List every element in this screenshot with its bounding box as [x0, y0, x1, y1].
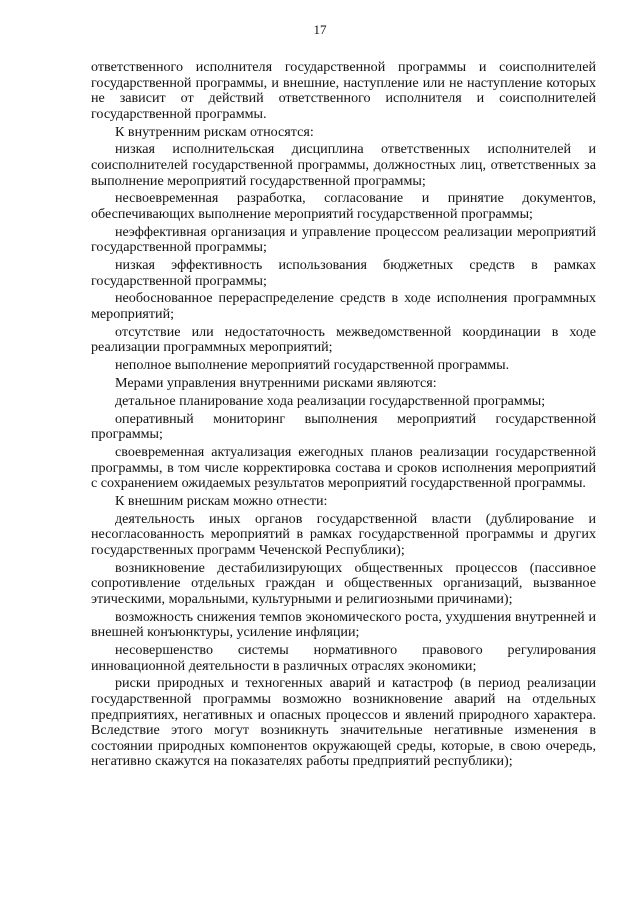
paragraph: низкая исполнительская дисциплина ответственных исполнителей и соисполнителей государственной программы, должностных лиц, ответственных за выполнение мероприятий государственной программы;: [91, 141, 596, 189]
paragraph: Мерами управления внутренними рисками являются:: [115, 374, 437, 391]
paragraph: возникновение дестабилизирующих общественных процессов (пассивное сопротивление отдельных граждан и общественных организаций, вызванное этическими, моральными, культурными и религиозными причинами);: [91, 559, 596, 607]
paragraph: несвоевременная разработка, согласование и принятие документов, обеспечивающих выполнение мероприятий государственной программы;: [91, 190, 596, 222]
paragraph: неполное выполнение мероприятий государственной программы.: [115, 357, 510, 374]
paragraph: низкая эффективность использования бюджетных средств в рамках государственной программы;: [91, 257, 596, 289]
paragraph: детальное планирование хода реализации государственной программы;: [115, 392, 546, 409]
paragraph: неэффективная организация и управление процессом реализации мероприятий государственной программы;: [91, 223, 596, 256]
paragraph: К внутренним рискам относятся:: [115, 123, 314, 140]
document-body: [91, 60, 596, 772]
paragraph: риски природных и техногенных аварий и катастроф (в период реализации государственной программы возможно возникновение аварий на отдельных предприятиях, негативных и опасных процессов и явлений природного характера. Вследствие этого могут возникнуть значительные негативные изменения в состоянии природных компонентов окружающей среды, которые, в свою очередь, негативно скажутся на показателях работы предприятий республики);: [91, 675, 596, 770]
paragraph: необоснованное перераспределение средств в ходе исполнения программных мероприятий;: [91, 290, 596, 323]
paragraph: возможность снижения темпов экономического роста, ухудшения внутренней и внешней конъюнктуры, усиление инфляции;: [91, 608, 596, 641]
paragraph: К внешним рискам можно отнести:: [115, 492, 328, 509]
paragraph: несовершенство системы нормативного правового регулирования инновационной деятельности в различных отраслях экономики;: [91, 641, 596, 674]
paragraph: отсутствие или недостаточность межведомственной координации в ходе реализации программных мероприятий;: [91, 323, 596, 356]
page-number: 17: [313, 22, 327, 37]
paragraph: оперативный мониторинг выполнения мероприятий государственной программы;: [91, 410, 596, 443]
paragraph: деятельность иных органов государственной власти (дублирование и несогласованность мероприятий в рамках государственной программы и других государственных программ Чеченской Республики);: [91, 510, 596, 558]
paragraph: ответственного исполнителя государственной программы и соисполнителей государственной программы, и внешние, наступление или не наступление которых не зависит от действий ответственного исполнителя и соисполнителей государственной программы.: [91, 59, 596, 122]
paragraph: своевременная актуализация ежегодных планов реализации государственной программы, в том числе корректировка состава и сроков исполнения мероприятий с сохранением ожидаемых результатов мероприятий государственной программы.: [91, 443, 596, 492]
